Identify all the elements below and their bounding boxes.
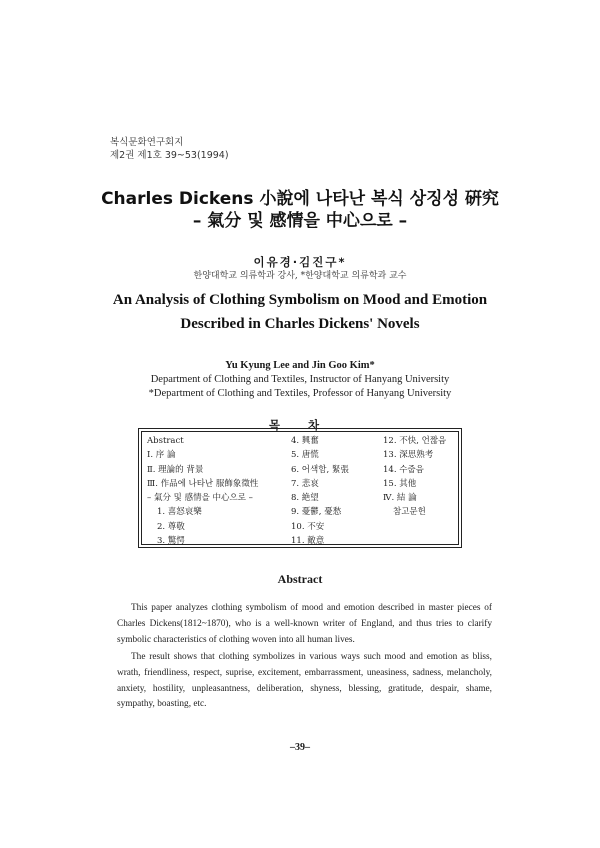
toc-item: – 氣分 및 感情을 中心으로 – <box>147 493 253 504</box>
toc-column-3 <box>383 434 446 520</box>
table-of-contents <box>138 428 462 548</box>
journal-header <box>110 136 229 162</box>
toc-item: 9. 憂鬱, 憂愁 <box>291 507 342 518</box>
toc-column-2 <box>291 434 349 548</box>
toc-item: 3. 驚愕 <box>157 536 185 547</box>
abstract-paragraph-1: This paper analyzes clothing symbolism of mood and emotion described in master pieces of Charles Dickens(1812~1870), who is a well-known writer of England, and thus tries to clarify symbolic characteristics of clothing woven into all human lives. <box>117 603 492 645</box>
korean-affiliation: 한양대학교 의류학과 강사, *한양대학교 의류학과 교수 <box>193 271 407 281</box>
toc-item: Ⅳ. 結 論 <box>383 493 417 504</box>
toc-item: 8. 絶望 <box>291 493 319 504</box>
toc-item: Ⅰ. 序 論 <box>147 450 176 461</box>
english-affiliation-2: *Department of Clothing and Textiles, Professor of Hanyang University <box>148 388 452 399</box>
korean-title-line1: Charles Dickens 小說에 나타난 복식 상징성 硏究 <box>101 189 499 209</box>
toc-item: 13. 深思熟考 <box>383 450 434 461</box>
toc-column-1 <box>147 434 258 548</box>
toc-item: 5. 唐慌 <box>291 450 319 461</box>
english-authors: Yu Kyung Lee and Jin Goo Kim* <box>225 360 375 371</box>
toc-item: 11. 敵意 <box>291 536 325 547</box>
toc-heading: 목 차 <box>268 418 332 432</box>
toc-item: 6. 어색함, 緊張 <box>291 464 349 475</box>
toc-item: 12. 不快, 언짢음 <box>383 436 447 446</box>
journal-volume: 제2권 제1호 39~53(1994) <box>110 150 229 161</box>
toc-item: 7. 悲哀 <box>291 478 319 489</box>
abstract-paragraph-2: The result shows that clothing symbolizes in various ways such mood and emotion as bliss, wrath, friendliness, respect, suprise, excitement, embarrassment, uneasiness, sadness, melancholy, anxiety, hostility, unpleasantness, deliberation, shyness, blessing, gratitude, despair, shame, sympathy, boasting, etc. <box>117 652 492 710</box>
toc-item: 2. 尊敬 <box>157 521 185 532</box>
toc-item: Abstract <box>147 436 184 446</box>
toc-item: Ⅲ. 作品에 나타난 服飾象徵性 <box>147 478 259 489</box>
english-affiliation-1: Department of Clothing and Textiles, Instructor of Hanyang University <box>150 374 450 385</box>
korean-title-line2: – 氣分 및 感情을 中心으로 – <box>192 211 408 231</box>
toc-item: 10. 不安 <box>291 521 325 532</box>
toc-item: 14. 수줍음 <box>383 464 424 475</box>
korean-authors: 이유경·김진구* <box>253 255 347 269</box>
toc-item: 참고문헌 <box>393 507 426 518</box>
toc-item: 15. 其他 <box>383 478 417 489</box>
english-title-line2: Described in Charles Dickens' Novels <box>180 316 420 332</box>
toc-item: 1. 喜怒哀樂 <box>157 507 202 518</box>
english-title-line1: An Analysis of Clothing Symbolism on Mood and Emotion <box>112 292 488 308</box>
abstract-heading: Abstract <box>277 572 323 586</box>
toc-item: 4. 興奮 <box>291 436 319 446</box>
journal-name: 복식문화연구회지 <box>110 137 184 148</box>
toc-item: Ⅱ. 理論的 背景 <box>147 464 204 475</box>
page-number: –39– <box>290 742 310 753</box>
